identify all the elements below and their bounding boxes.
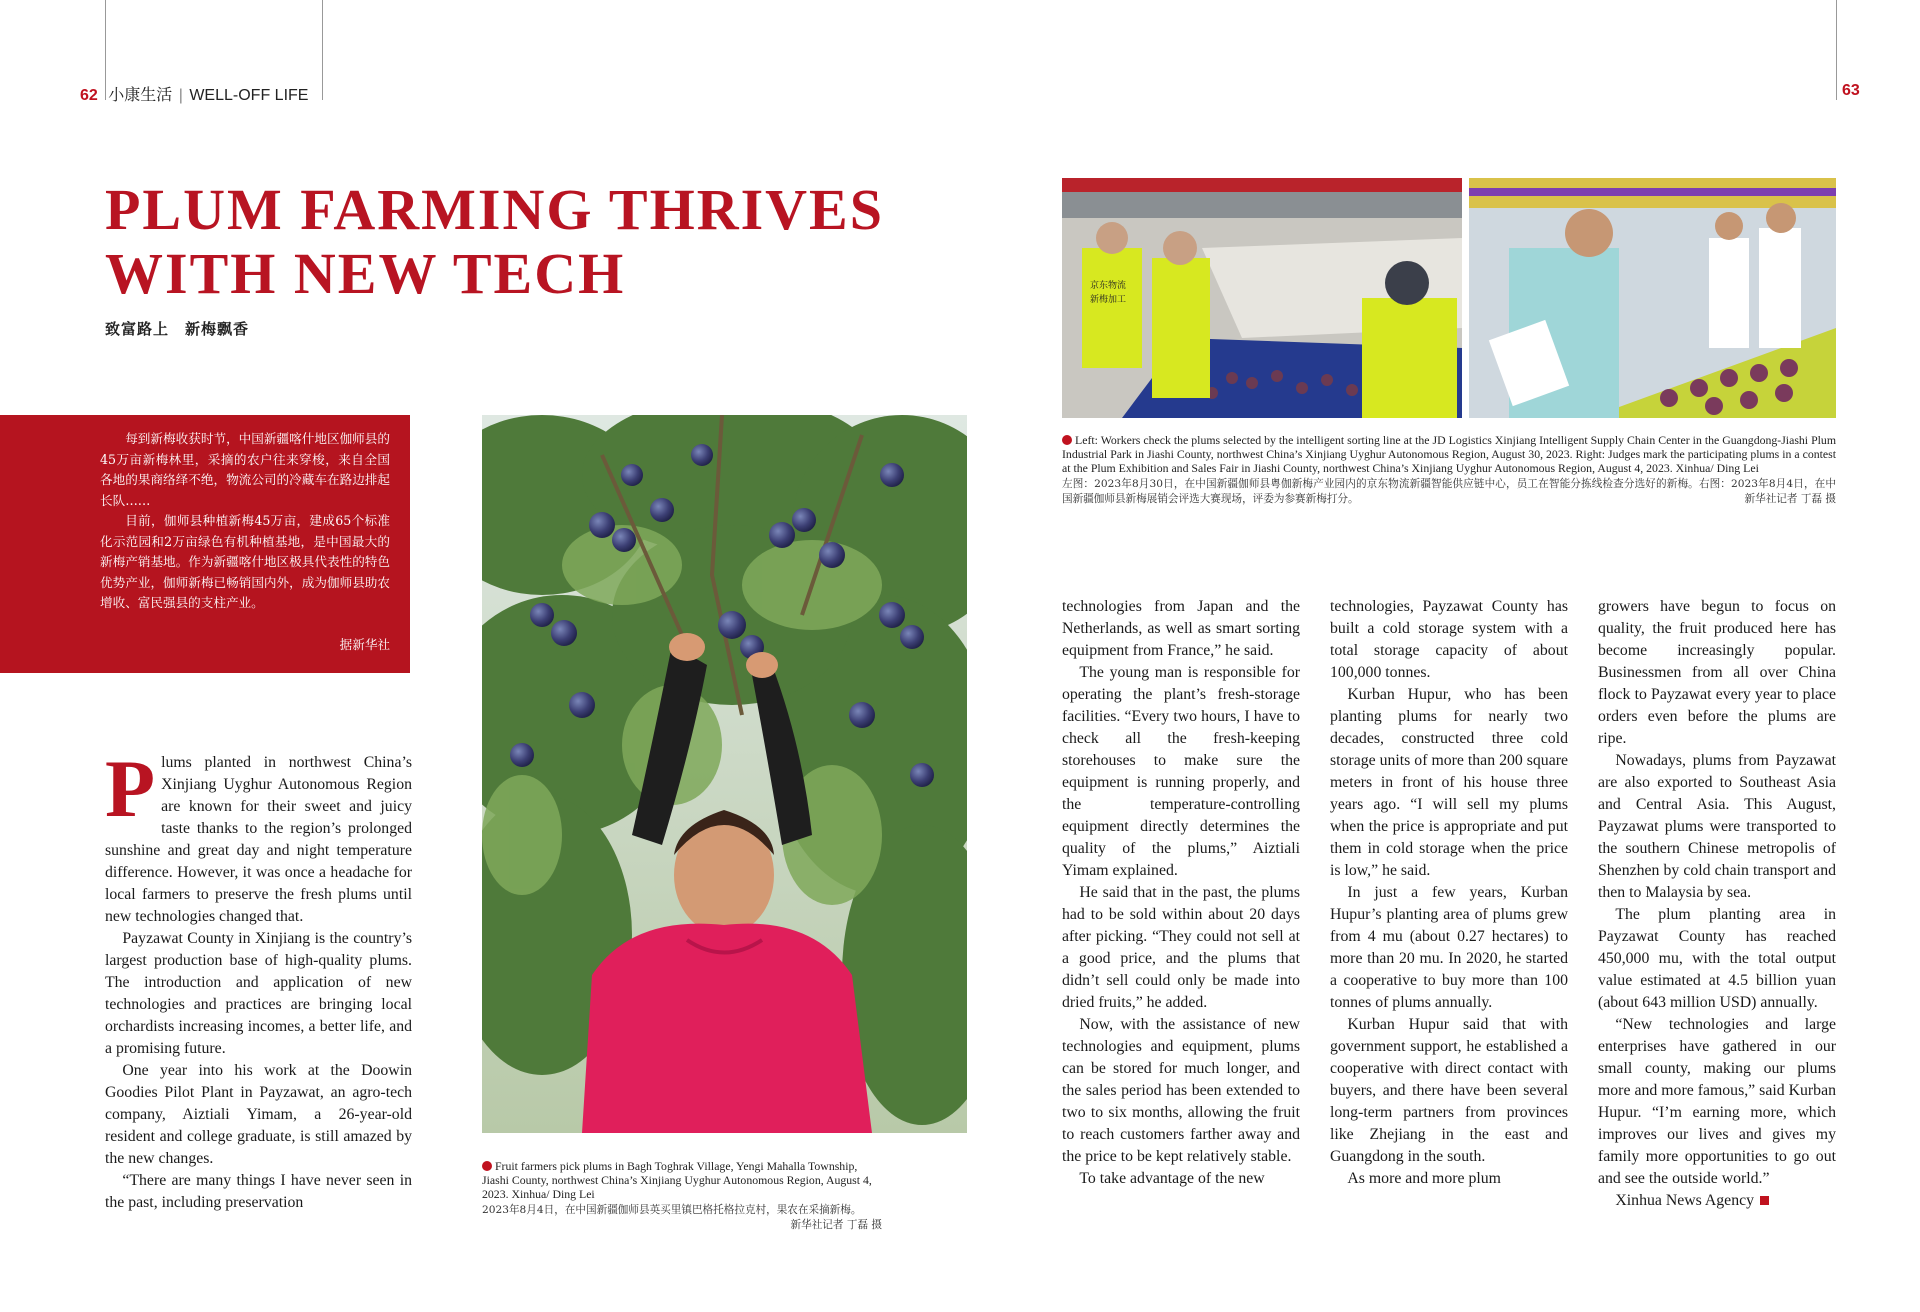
- right-page-number: 63: [1842, 82, 1860, 99]
- body-paragraph: Kurban Hupur said that with government support, he established a cooperative with direct contact with buyers, and there have been several long-term partners from provinces like Zhejiang in the east and Guangdong in the south.: [1330, 1016, 1568, 1165]
- sorting-line-illustration: [1062, 178, 1462, 418]
- left-page-number: 62: [80, 87, 98, 104]
- sign-line-2: 新梅加工: [1090, 295, 1127, 305]
- main-caption-cn: 2023年8月4日，在中国新疆伽师县英买里镇巴格托格拉克村，果农在采摘新梅。: [482, 1204, 862, 1216]
- drop-cap: P: [105, 743, 156, 834]
- top-caption-cn: 左图：2023年8月30日，在中国新疆伽师县粤伽新梅产业园内的京东物流新疆智能供应链中心，员工在智能分拣线检查分选好的新梅。右图：2023年8月4日，在中国新疆伽师县新梅展销会评选大赛现场，评委为参赛新梅打分。: [1062, 478, 1836, 505]
- section-label-cn: 小康生活: [108, 85, 173, 104]
- article-column-2: [1062, 596, 1300, 1190]
- body-paragraph: Payzawat County in Xinjiang is the country’s largest production base of high-quality plums. The introduction and application of new technologies and practices are bringing local orchardists increasing incomes, a better life, and a promising future.: [105, 930, 412, 1057]
- photo-sorting-line: [1062, 178, 1462, 418]
- main-caption-cn-credit: 新华社记者 丁磊 摄: [790, 1219, 882, 1231]
- article-title: [105, 178, 925, 306]
- article-column-3: [1330, 596, 1568, 1190]
- top-caption-cn-block: [1062, 477, 1836, 507]
- body-paragraph-1-text: lums planted in northwest China’s Xinjiang Uyghur Autonomous Region are known for their sweet and juicy taste thanks to the region’s prolonged sunshine and great day and night temperature difference. However, it was once a headache for local farmers to preserve the fresh plums until new technologies changed that.: [105, 754, 412, 925]
- caption-marker-icon: [1062, 435, 1072, 445]
- end-mark-icon: [1760, 1196, 1769, 1205]
- body-paragraph: Now, with the assistance of new technologies and equipment, plums can be stored for much longer, and the sales period has been extended to two to six months, allowing the fruit to reach customers farther away and the price to be kept relatively stable.: [1062, 1016, 1300, 1165]
- body-paragraph: “There are many things I have never seen in the past, including preservation: [105, 1172, 412, 1211]
- body-paragraph: He said that in the past, the plums had to be sold within about 20 days after picking. “They could not sell at a good price, and the plums that didn’t sell could only be made into dried fruits,” he added.: [1062, 884, 1300, 1011]
- summary-paragraph-2: 目前，伽师县种植新梅45万亩，建成65个标准化示范园和2万亩绿色有机种植基地，是中国最大的新梅产销基地。作为新疆喀什地区极具代表性的特色优势产业，伽师新梅已畅销国内外，成为伽师县助农增收、富民强县的支柱产业。: [100, 513, 390, 610]
- right-folio: [1842, 82, 1860, 100]
- sign-line-1: 京东物流: [1090, 281, 1127, 291]
- chinese-summary-box: [0, 415, 410, 673]
- body-paragraph: technologies, Payzawat County has built a cold storage system with a total storage capacity of about 100,000 tonnes.: [1330, 598, 1568, 681]
- article-column-4: [1598, 596, 1836, 1212]
- body-paragraph: Kurban Hupur, who has been planting plums for nearly two decades, constructed three cold storage units of more than 200 square meters in front of his house three years ago. “I will sell my plums when the price is appropriate and put them in cold storage when the price is low,” he said.: [1330, 686, 1568, 879]
- article-column-1: [105, 743, 412, 1214]
- header-rule-mid: [322, 0, 323, 100]
- body-paragraph: technologies from Japan and the Netherlands, as well as smart sorting equipment from France,” he said.: [1062, 598, 1300, 659]
- photo-judges-contest: [1469, 178, 1836, 418]
- main-caption-cn-block: [482, 1203, 882, 1231]
- section-label-en: WELL-OFF LIFE: [189, 87, 309, 104]
- body-paragraph: In just a few years, Kurban Hupur’s planting area of plums grew from 4 mu (about 0.27 hectares) to more than 20 mu. In 2020, he started a cooperative to buy more than 100 tonnes of plums annually.: [1330, 884, 1568, 1011]
- title-line-2: WITH NEW TECH: [105, 241, 626, 306]
- top-caption-cn-credit: 新华社记者 丁磊 摄: [1744, 493, 1836, 505]
- main-photo-caption: [482, 1159, 882, 1233]
- judges-contest-illustration: [1469, 178, 1836, 418]
- article-subtitle-cn: 致富路上 新梅飘香: [105, 320, 250, 338]
- header-rule-right: [1836, 0, 1837, 100]
- body-paragraph: The young man is responsible for operating the plant’s fresh-storage facilities. “Every two hours, I have to check all the fresh-keeping storehouses to make sure the equipment is running properly, and the temperature-controlling equipment directly determines the quality of the plums,” Aiztiali Yimam explained.: [1062, 664, 1300, 879]
- summary-source: 据新华社: [339, 636, 390, 652]
- main-caption-en: Fruit farmers pick plums in Bagh Toghrak Village, Yengi Mahalla Township, Jiashi County, northwest China’s Xinjiang Uyghur Autonomous Region, August 4, 2023. Xinhua/ Ding Lei: [482, 1159, 872, 1201]
- top-caption-en: Left: Workers check the plums selected by the intelligent sorting line at the JD Logistics Xinjiang Intelligent Supply Chain Center in the Guangdong-Jiashi Plum Industrial Park in Jiashi County, northwest China’s Xinjiang Uyghur Autonomous Region, August 30, 2023. Right: Judges mark the participating plums in a contest at the Plum Exhibition and Sales Fair in Jiashi County, northwest China’s Xinjiang Uyghur Autonomous Region, August 4, 2023. Xinhua/ Ding Lei: [1062, 433, 1836, 475]
- top-photos-caption: [1062, 433, 1836, 507]
- main-photo-plum-picking: [482, 415, 967, 1133]
- body-paragraph: Nowadays, plums from Payzawat are also exported to Southeast Asia and Central Asia. This August, Payzawat plums were transported to the southern Chinese metropolis of Shenzhen by cold chain transport and then to Malaysia by sea.: [1598, 752, 1836, 901]
- byline: [1598, 1190, 1836, 1212]
- body-paragraph: As more and more plum: [1347, 1170, 1501, 1187]
- body-paragraph: The plum planting area in Payzawat County has reached 450,000 mu, with the total output value estimated at 4.5 billion yuan (about 643 million USD) annually.: [1598, 906, 1836, 1011]
- left-folio: 62 小康生活 | WELL-OFF LIFE: [80, 85, 309, 104]
- body-paragraph: To take advantage of the new: [1079, 1170, 1265, 1187]
- summary-paragraph-1: 每到新梅收获时节，中国新疆喀什地区伽师县的45万亩新梅林里，采摘的农户往来穿梭，来自全国各地的果商络绎不绝，物流公司的冷藏车在路边排起长队……: [100, 431, 390, 508]
- byline-text: Xinhua News Agency: [1615, 1192, 1755, 1209]
- body-paragraph: “New technologies and large enterprises have gathered in our small county, making our plums more and more famous,” said Kurban Hupur. “I’m earning more, which improves our lives and gives my family more opportunities to go out and see the outside world.”: [1598, 1016, 1836, 1187]
- body-paragraph: growers have begun to focus on quality, the fruit produced here has become increasingly popular. Businessmen from all over China flock to Payzawat every year to place orders even before the plums are ripe.: [1598, 598, 1836, 747]
- caption-marker-icon: [482, 1161, 492, 1171]
- body-paragraph-1: [105, 743, 412, 928]
- body-paragraph: One year into his work at the Doowin Goodies Pilot Plant in Payzawat, an agro-tech company, Aiztiali Yimam, a 26-year-old resident and college graduate, is still amazed by the new changes.: [105, 1062, 412, 1167]
- plum-picking-illustration: [482, 415, 967, 1133]
- title-line-1: PLUM FARMING THRIVES: [105, 177, 884, 242]
